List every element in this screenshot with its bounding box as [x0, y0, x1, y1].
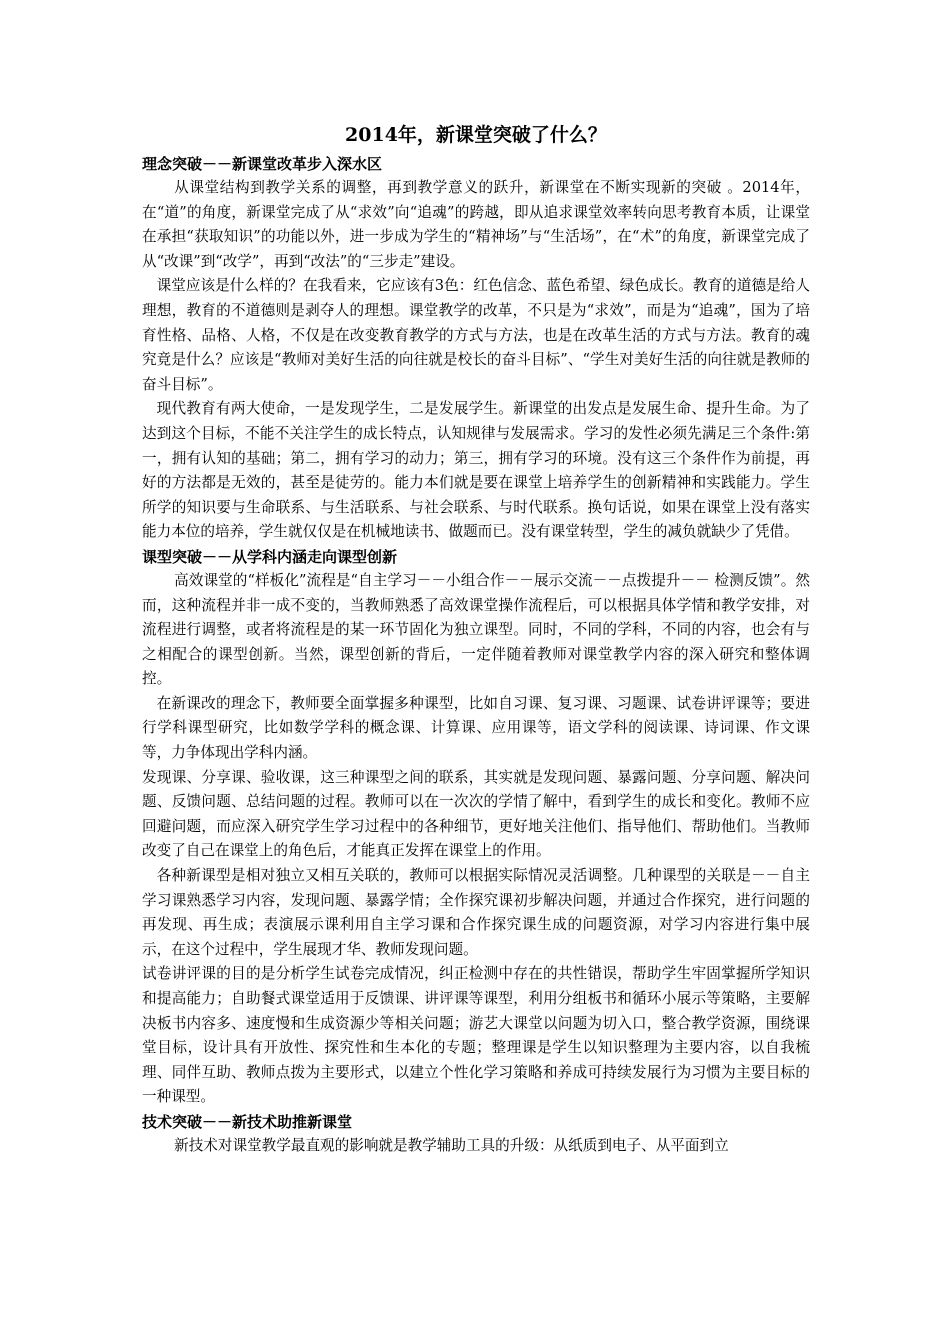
- paragraph: 试卷讲评课的目的是分析学生试卷完成情况，纠正检测中存在的共性错误，帮助学生牢固掌握所学知识和提高能力；自助餐式课堂适用于反馈课、讲评课等课型，利用分组板书和循环小展示等策略，主要解决板书内容多、速度慢和生成资源少等相关问题；游艺大课堂以问题为切入口，整合教学资源，围绕课堂目标，设计具有开放性、探究性和生本化的专题；整理课是学生以知识整理为主要内容，以自我梳理、同伴互助、教师点拨为主要形式，以建立个性化学习策略和养成可持续发展行为习惯为主要目标的一种课型。: [142, 965, 810, 1106]
- paragraph: 现代教育有两大使命，一是发现学生，二是发展学生。新课堂的出发点是发展生命、提升生命。为了达到这个目标，不能不关注学生的成长特点，认知规律与发展需求。学习的发性必须先满足三个条件:第一，拥有认知的基础；第二，拥有学习的动力；第三，拥有学习的环境。没有这三个条件作为前提，再好的方法都是无效的，甚至是徒劳的。能力本们就是要在课堂上培养学生的创新精神和实践能力。学生所学的知识要与生命联系、与生活联系、与社会联系、与时代联系。换句话说，如果在课堂上没有落实能力本位的培养，学生就仅仅是在机械地读书、做题而已。没有课堂转型，学生的减负就缺少了凭借。: [142, 400, 810, 541]
- section-heading-lesson-type: 课型突破－－从学科内涵走向课型创新: [142, 547, 398, 566]
- paragraph: 新技术对课堂教学最直观的影响就是教学辅助工具的升级：从纸质到电子、从平面到立: [174, 1136, 729, 1154]
- document-title: 2014年，新课堂突破了什么？: [345, 124, 607, 146]
- paragraph: 发现课、分享课、验收课，这三种课型之间的联系，其实就是发现问题、暴露问题、分享问题、解决问题、反馈问题、总结问题的过程。教师可以在一次次的学情了解中，看到学生的成长和变化。教师不应回避问题，而应深入研究学生学习过程中的各种细节，更好地关注他们、指导他们、帮助他们。当教师改变了自己在课堂上的角色后，才能真正发挥在课堂上的作用。: [142, 768, 810, 860]
- paragraph: 在新课改的理念下，教师要全面掌握多种课型，比如自习课、复习课、习题课、试卷讲评课等；要进行学科课型研究，比如数学学科的概念课、计算课、应用课等，语文学科的阅读课、诗词课、作文课等，力争体现出学科内涵。: [142, 694, 810, 762]
- paragraph: 高效课堂的“样板化”流程是“自主学习－－小组合作－－展示交流－－点拨提升－－ 检测反馈”。然而，这种流程并非一成不变的，当教师熟悉了高效课堂操作流程后，可以根据具体学情和教学安排，对流程进行调整，或者将流程是的某一环节固化为独立课型。同时，不同的学科，不同的内容，也会有与之相配合的课型创新。当然，课型创新的背后，一定伴随着教师对课堂教学内容的深入研究和整体调控。: [142, 571, 810, 688]
- paragraph: 各种新课型是相对独立又相互关联的，教师可以根据实际情况灵活调整。几种课型的关联是－－自主学习课熟悉学习内容，发现问题、暴露学情；全作探究课初步解决问题，并通过合作探究，进行问题的再发现、再生成；表演展示课利用自主学习课和合作探究课生成的问题资源，对学习内容进行集中展示，在这个过程中，学生展现才华、教师发现问题。: [142, 867, 810, 958]
- paragraph: 从课堂结构到教学关系的调整，再到教学意义的跃升，新课堂在不断实现新的突破 。2014年，在“道”的角度，新课堂完成了从“求效”向“追魂”的跨越，即从追求课堂效率转向思考教育本质，让课堂在承担“获取知识”的功能以外，进一步成为学生的“精神场”与“生活场”，在“术”的角度，新课堂完成了从“改课”到“改学”，再到“改法”的“三步走”建设。: [142, 179, 810, 270]
- document-page: [142, 122, 810, 1159]
- section-heading-technology: 技术突破－－新技术助推新课堂: [142, 1112, 353, 1131]
- paragraph: 课堂应该是什么样的？在我看来，它应该有3色：红色信念、蓝色希望、绿色成长。教育的道德是给人理想，教育的不道德则是剥夺人的理想。课堂教学的改革，不只是为“求效”，而是为“追魂”，国为了培育性格、品格、人格，不仅是在改变教育教学的方式与方法，也是在改革生活的方式与方法。教育的魂究竟是什么？应该是“教师对美好生活的向往就是校长的奋斗目标”、“学生对美好生活的向往就是教师的奋斗目标”。: [142, 277, 810, 393]
- section-heading-concept: 理念突破－－新课堂改革步入深水区: [142, 155, 383, 173]
